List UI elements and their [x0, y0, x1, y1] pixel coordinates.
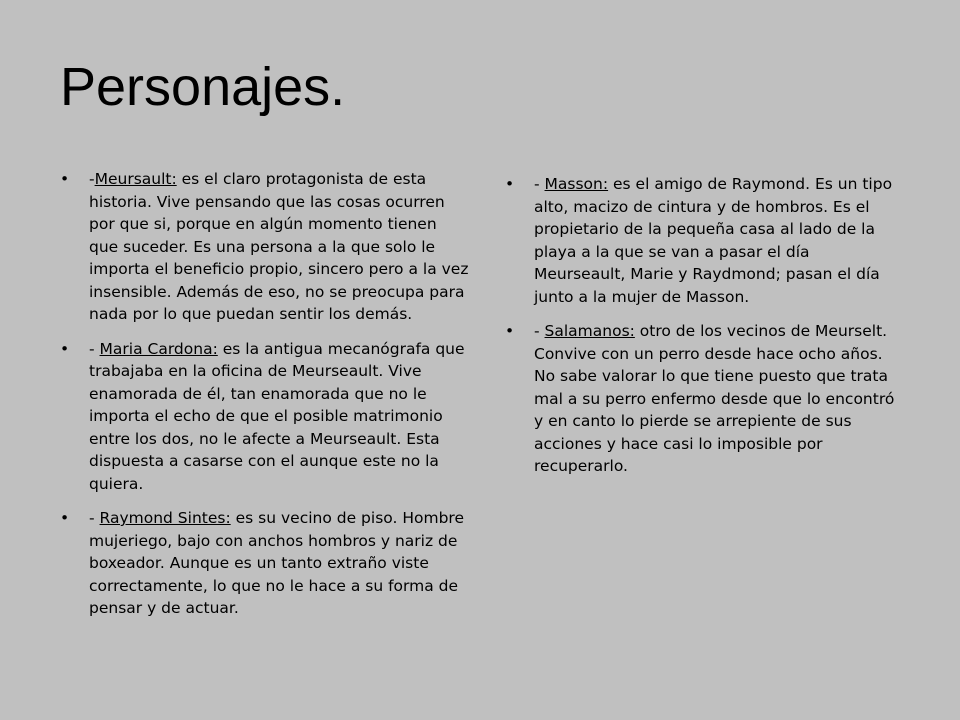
item-prefix: -: [89, 170, 95, 188]
character-name: Raymond Sintes:: [99, 509, 231, 527]
bullet-icon: •: [505, 322, 515, 340]
left-column: [60, 168, 470, 632]
character-description: es la antigua mecanógrafa que trabajaba en la oficina de Meurseault. Vive enamorada de él, tan enamorada que no le importa el echo de que el posible matrimonio entre los dos, no le afecte a Meurseault. Esta dispuesta a casarse con el aunque este no la quiera.: [89, 339, 465, 493]
right-column: [505, 173, 905, 490]
bullet-icon: •: [60, 339, 70, 358]
item-prefix: -: [89, 509, 100, 527]
bullet-icon: •: [60, 509, 70, 527]
bullet-icon: •: [60, 170, 70, 188]
bullet-icon: •: [505, 175, 515, 193]
item-prefix: -: [89, 339, 100, 358]
character-description: es su vecino de piso. Hombre mujeriego, bajo con anchos hombros y nariz de boxeador. Aunque es un tanto extraño viste correctamente, lo que no le hace a su forma de pensar y de actuar.: [89, 509, 464, 617]
character-description: es el claro protagonista de esta historia. Vive pensando que las cosas ocurren por que si, porque en algún momento tienen que suceder. Es una persona a la que solo le importa el beneficio propio, sincero pero a la vez insensible. Además de eso, no se preocupa para nada por lo que puedan sentir los demás.: [89, 170, 469, 323]
character-item-masson: [505, 173, 905, 308]
character-list-left: [60, 168, 470, 620]
character-item-meursault: [60, 168, 470, 326]
item-prefix: -: [534, 322, 545, 340]
character-name: Masson:: [544, 175, 609, 193]
character-list-right: [505, 173, 905, 478]
character-item-salamanos: [505, 320, 905, 478]
character-item-maria-cardona: [60, 338, 470, 496]
item-prefix: -: [534, 175, 545, 193]
character-description: otro de los vecinos de Meurselt. Convive con un perro desde hace ocho años. No sabe valorar lo que tiene puesto que trata mal a su perro enfermo desde que lo encontró y en canto lo pierde se arrepiente de sus acciones y hace casi lo imposible por recuperarlo.: [534, 322, 895, 475]
slide-title: Personajes.: [60, 57, 346, 117]
character-description: es el amigo de Raymond. Es un tipo alto, macizo de cintura y de hombros. Es el propietario de la pequeña casa al lado de la playa a la que se van a pasar el día Meurseault, Marie y Raydmond; pasan el día junto a la mujer de Masson.: [534, 175, 893, 306]
character-name: Meursault:: [94, 170, 177, 188]
character-name: Maria Cardona:: [99, 339, 218, 358]
character-item-raymond-sintes: [60, 507, 470, 620]
character-name: Salamanos:: [544, 322, 635, 340]
